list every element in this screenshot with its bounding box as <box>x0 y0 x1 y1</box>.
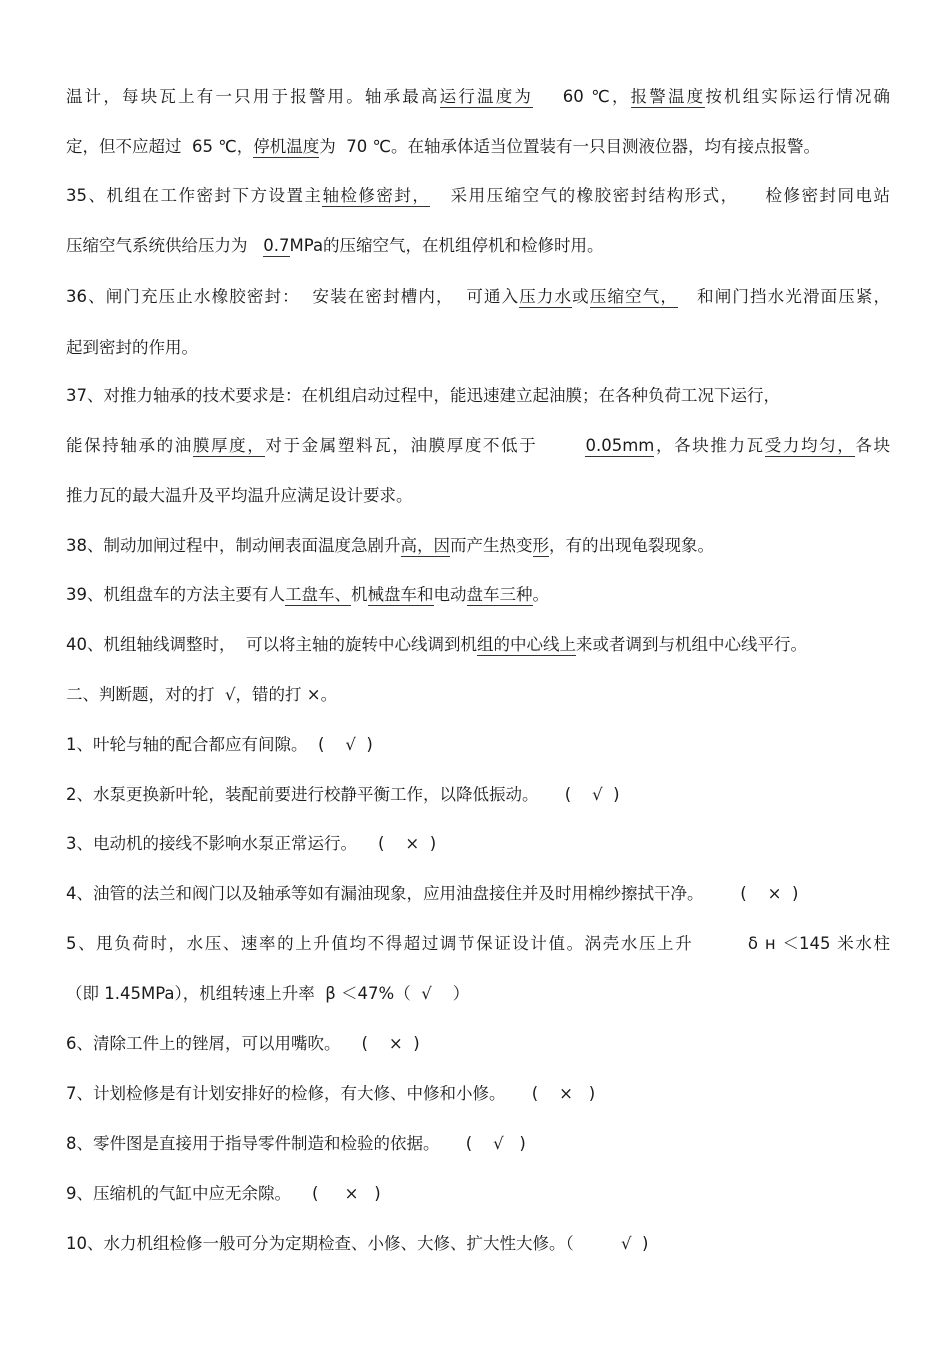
q34-l2-text-1: 定，但不应超过 65 ℃， <box>66 137 254 156</box>
q37-l2-answer-1: 膜厚度， <box>192 436 266 455</box>
q39-answer-3: 盘车三种 <box>466 585 533 604</box>
q35-line-1 <box>66 185 890 207</box>
judgment-item-5-line-1: 5、甩负荷时，水压、速率的上升值均不得超过调节保证设计值。涡壳水压上升 δ н ＜145 米水柱 <box>66 934 890 953</box>
q37-l2-text-3: ，各块推力瓦 <box>654 436 765 455</box>
judgment-item-5-line-2: （即 1.45MPa），机组转速上升率 β ＜47%（ √ ） <box>66 984 470 1003</box>
q34-line-2 <box>66 136 890 158</box>
judgment-item <box>66 1133 890 1155</box>
q37-line-3 <box>66 485 890 507</box>
q34-l2-answer-1: 停机温度 <box>253 137 320 156</box>
q34-l1-text-2: 60 ℃， <box>533 87 631 106</box>
judgment-item <box>66 833 890 855</box>
q36-line-1 <box>66 286 890 308</box>
judgment-item-9: 9、压缩机的气缸中应无余隙。 ( × ) <box>66 1184 381 1203</box>
q39-answer-2: 械盘车和 <box>367 585 434 604</box>
q34-l1-text-1: 温计，每块瓦上有一只用于报警用。轴承最高 <box>66 87 440 106</box>
judgment-item-10: 10、水力机组检修一般可分为定期检查、小修、大修、扩大性大修。（ √ ) <box>66 1234 649 1253</box>
q34-l1-answer-1: 运行温度为 <box>439 87 534 106</box>
judgment-item <box>66 784 890 806</box>
judgment-item <box>66 983 890 1005</box>
q37-l1-text-1: 37、对推力轴承的技术要求是：在机组启动过程中，能迅速建立起油膜；在各种负荷工况下运行， <box>66 386 780 405</box>
judgment-heading <box>66 684 890 706</box>
q38-line <box>66 535 890 557</box>
judgment-item-2: 2、水泵更换新叶轮，装配前要进行校静平衡工作，以降低振动。 ( √ ) <box>66 785 620 804</box>
judgment-item <box>66 883 890 905</box>
q37-l2-text-4: 各块 <box>855 436 890 455</box>
q36-l1-text-3: 和闸门挡水光滑面压紧， <box>678 287 890 306</box>
q36-l1-answer-2: 压缩空气， <box>589 287 678 306</box>
q34-l1-text-3: 按机组实际运行情况确 <box>705 87 890 106</box>
q37-l2-text-1: 能保持轴承的油 <box>66 436 193 455</box>
q38-text-1: 38、制动加闸过程中，制动闸表面温度急剧升 <box>66 536 401 555</box>
q37-l3-text-1: 推力瓦的最大温升及平均温升应满足设计要求。 <box>66 486 413 505</box>
q38-answer-2: 形 <box>532 536 549 555</box>
q34-l2-text-2: 为 70 ℃。在轴承体适当位置装有一只目测液位器，均有接点报警。 <box>319 137 821 156</box>
q40-line <box>66 634 890 656</box>
q40-text-1: 40、机组轴线调整时， 可以将主轴的旋转中心线调到机 <box>66 635 477 654</box>
q35-l2-text-1: 压缩空气系统供给压力为 <box>66 236 264 255</box>
judgment-item-4: 4、油管的法兰和阀门以及轴承等如有漏油现象，应用油盘接住并及时用棉纱擦拭干净。 ( × ) <box>66 884 799 903</box>
q37-line-1 <box>66 385 890 407</box>
judgment-item-3: 3、电动机的接线不影响水泵正常运行。 ( × ) <box>66 834 437 853</box>
judgment-item-7: 7、计划检修是有计划安排好的检修，有大修、中修和小修。 ( × ) <box>66 1084 596 1103</box>
q36-l1-text-1: 36、闸门充压止水橡胶密封： 安装在密封槽内， 可通入 <box>66 287 520 306</box>
q39-text-2: 机 <box>351 585 368 604</box>
judgment-heading-text: 二、判断题，对的打 √，错的打 ×。 <box>66 685 338 704</box>
judgment-item-6: 6、清除工件上的锉屑，可以用嘴吹。 ( × ) <box>66 1034 420 1053</box>
q38-answer-1: 高，因 <box>400 536 450 555</box>
q39-line <box>66 584 890 606</box>
q37-l2-text-2: 对于金属塑料瓦，油膜厚度不低于 <box>265 436 586 455</box>
q36-l2-text-1: 起到密封的作用。 <box>66 338 198 357</box>
judgment-item <box>66 1033 890 1055</box>
judgment-item <box>66 1083 890 1105</box>
q36-l1-text-2: 或 <box>572 287 590 306</box>
q40-text-2: 来或者调到与机组中心线平行。 <box>576 635 807 654</box>
q35-l1-answer-1: 轴检修密封， <box>322 186 431 205</box>
q39-text-1: 39、机组盘车的方法主要有人 <box>66 585 285 604</box>
q39-text-4: 。 <box>532 585 549 604</box>
judgment-item <box>66 1233 890 1255</box>
q38-text-3: ，有的出现龟裂现象。 <box>549 536 714 555</box>
q39-answer-1: 工盘车、 <box>285 585 351 604</box>
q35-l2-text-2: MPa的压缩空气，在机组停机和检修时用。 <box>289 236 604 255</box>
q40-answer-1: 组的中心线上 <box>477 635 576 654</box>
q35-l1-text-2: 采用压缩空气的橡胶密封结构形式， 检修密封同电站 <box>430 186 890 205</box>
judgment-item <box>66 1183 890 1205</box>
q35-l1-text-1: 35、机组在工作密封下方设置主 <box>66 186 323 205</box>
q36-l1-answer-1: 压力水 <box>519 287 573 306</box>
q37-line-2 <box>66 435 890 457</box>
judgment-item-8: 8、零件图是直接用于指导零件制造和检验的依据。 ( √ ) <box>66 1134 526 1153</box>
q35-l2-answer-1: 0.7 <box>263 236 290 255</box>
q37-l2-answer-3: 受力均匀， <box>764 436 856 455</box>
judgment-item <box>66 734 890 756</box>
q34-line-1 <box>66 86 890 108</box>
judgment-item <box>66 933 890 955</box>
q34-l1-answer-2: 报警温度 <box>630 87 706 106</box>
q38-text-2: 而产生热变 <box>450 536 533 555</box>
q37-l2-answer-2: 0.05mm <box>585 436 655 455</box>
q36-line-2 <box>66 337 890 359</box>
q39-text-3: 电动 <box>433 585 467 604</box>
judgment-item-1: 1、叶轮与轴的配合都应有间隙。 ( √ ) <box>66 735 373 754</box>
q35-line-2 <box>66 235 890 257</box>
